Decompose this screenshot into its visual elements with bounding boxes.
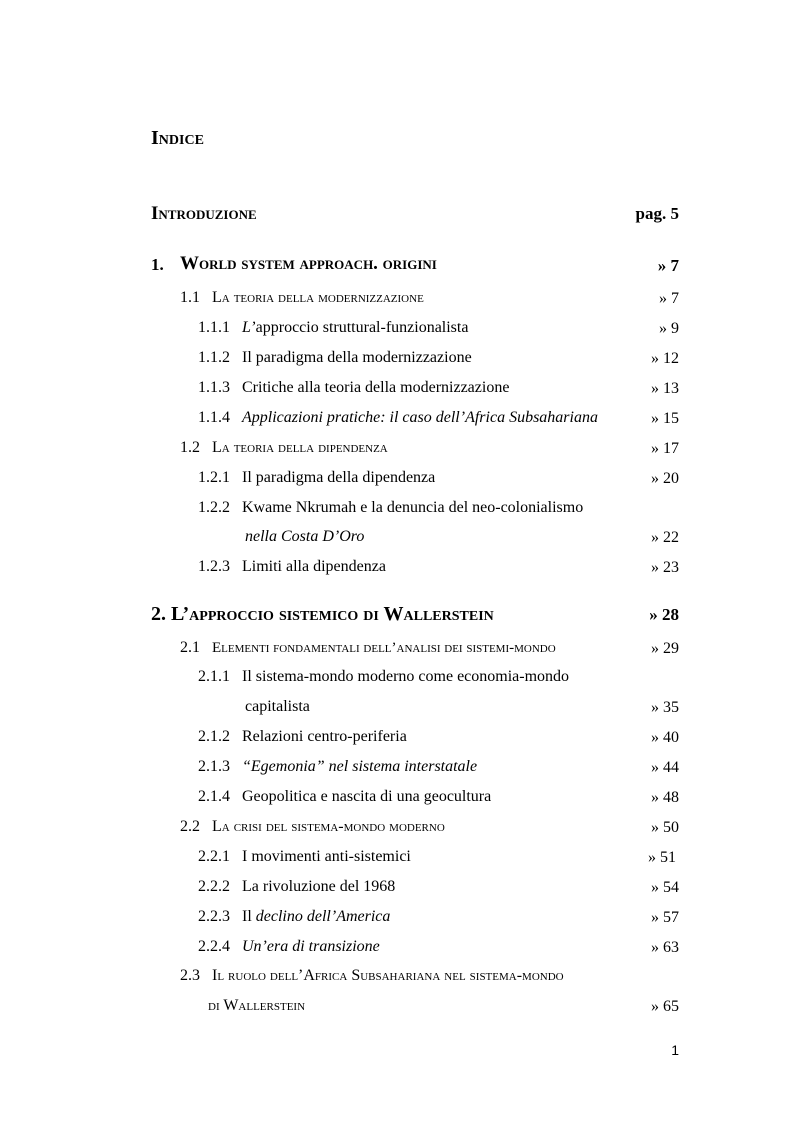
entry-title: Il [242,908,256,925]
entry-number: 2.2.2 [198,878,230,895]
entry-title: I movimenti anti-sistemici [242,848,411,865]
entry-number: 2.2.1 [198,848,230,865]
toc-entry-2-2-2 [198,878,395,896]
entry-number: 2.1.3 [198,758,230,775]
chapter-2-title [151,603,494,626]
entry-number: 2.1.4 [198,788,230,805]
entry-title: La crisi del sistema-mondo moderno [212,818,445,835]
entry-title: Limiti alla dipendenza [242,558,386,575]
entry-number: 1.2.2 [198,499,230,516]
intro-page: pag. 5 [635,204,679,223]
toc-entry-2-1 [180,639,556,657]
page-title: Indice [151,127,204,149]
chapter-2-page: » 28 [649,605,679,624]
entry-title: Il paradigma della modernizzazione [242,349,472,366]
entry-title-italic: L’ [242,319,256,336]
toc-page-1-2: » 17 [651,440,679,457]
entry-number: 1.1.2 [198,349,230,366]
toc-page-2-1: » 29 [651,640,679,657]
toc-page-1-2-2: » 22 [651,529,679,546]
intro-label: Introduzione [151,203,257,224]
toc-entry-2-1-1-continued: capitalista [245,698,310,715]
entry-number: 2.1 [180,639,200,656]
toc-entry-2-1-1 [198,668,569,686]
toc-entry-1-2-2-continued: nella Costa D’Oro [245,528,365,545]
toc-entry-1-1-3 [198,379,509,397]
chapter-1-number: 1. [151,255,164,274]
toc-page-2-3: » 65 [651,998,679,1015]
toc-page-2-1-3: » 44 [651,759,679,776]
entry-number: 2.3 [180,967,200,984]
entry-number: 1.2.1 [198,469,230,486]
toc-page-2-2-3: » 57 [651,909,679,926]
entry-title: La teoria della modernizzazione [212,289,424,306]
entry-number: 1.1.3 [198,379,230,396]
entry-number: 1.1.4 [198,409,230,426]
entry-number: 1.1 [180,289,200,306]
entry-title: Elementi fondamentali dell’analisi dei sistemi-mondo [212,640,556,656]
chapter-1-page: » 7 [657,256,679,275]
page-number: 1 [671,1042,679,1058]
toc-entry-2-2 [180,818,445,836]
toc-entry-1-2-3 [198,558,386,576]
toc-page-1-1-2: » 12 [651,350,679,367]
entry-number: 2.1.2 [198,728,230,745]
toc-page-2-1-2: » 40 [651,729,679,746]
toc-page-2-1-4: » 48 [651,789,679,806]
toc-entry-2-2-4 [198,938,380,956]
entry-title: Relazioni centro-periferia [242,728,407,745]
entry-title: Geopolitica e nascita di una geocultura [242,788,492,805]
entry-title: La rivoluzione del 1968 [242,878,396,895]
toc-entry-1-1 [180,289,424,307]
entry-title-italic: declino dell’America [255,908,391,925]
entry-title: La teoria della dipendenza [212,439,388,456]
toc-page-1-1: » 7 [659,290,679,307]
entry-title: Il ruolo dell’Africa Subsahariana nel sistema-mondo [212,967,564,984]
toc-entry-2-1-3 [198,758,477,776]
entry-number: 2.2.4 [198,938,230,955]
chapter-2-title-text: approccio sistemico di Wallerstein [189,603,494,625]
entry-title: Un’era di transizione [242,938,380,955]
toc-page-2-2-4: » 63 [651,939,679,956]
entry-number: 2.2.3 [198,908,230,925]
toc-entry-2-2-1 [198,848,411,866]
toc-entry-2-1-4 [198,788,491,806]
toc-entry-2-2-3 [198,908,390,926]
toc-entry-1-1-1 [198,319,468,337]
entry-title: Il sistema-mondo moderno come economia-mondo [242,668,570,685]
entry-title: “Egemonia” nel sistema interstatale [242,758,478,775]
entry-title: Il paradigma della dipendenza [242,469,436,486]
toc-entry-1-1-2 [198,349,472,367]
toc-page-1-1-4: » 15 [651,410,679,427]
toc-entry-1-2-2 [198,499,583,517]
toc-entry-1-2-1 [198,469,435,487]
toc-entry-1-1-4 [198,409,598,427]
toc-entry-2-3-continued [208,997,305,1015]
toc-page-1-2-1: » 20 [651,470,679,487]
entry-title: Applicazioni pratiche: il caso dell’Africa Subsahariana [242,409,598,426]
toc-page-2-2: » 50 [651,819,679,836]
toc-entry-1-2 [180,439,388,457]
chapter-2-number: 2. L’ [151,603,190,625]
toc-entry-2-3 [180,967,564,985]
entry-title: Kwame Nkrumah e la denuncia del neo-colonialismo [242,499,584,516]
entry-number: 2.1.1 [198,668,230,685]
toc-entry-2-1-2 [198,728,407,746]
entry-number: 2.2 [180,818,200,835]
entry-title: Critiche alla teoria della modernizzazione [242,379,510,396]
entry-number: 1.1.1 [198,319,230,336]
toc-page-2-2-1: » 51 [648,849,676,866]
entry-title: approccio struttural-funzionalista [255,319,469,336]
entry-number: 1.2.3 [198,558,230,575]
chapter-1-title: World system approach. origini [180,253,437,274]
toc-page-1-1-3: » 13 [651,380,679,397]
toc-page-2-1-1: » 35 [651,699,679,716]
entry-number: 1.2 [180,439,200,456]
entry-title-continued: di Wallerstein [208,997,306,1014]
toc-page-1-1-1: » 9 [659,320,679,337]
toc-page-1-2-3: » 23 [651,559,679,576]
toc-page-2-2-2: » 54 [651,879,679,896]
